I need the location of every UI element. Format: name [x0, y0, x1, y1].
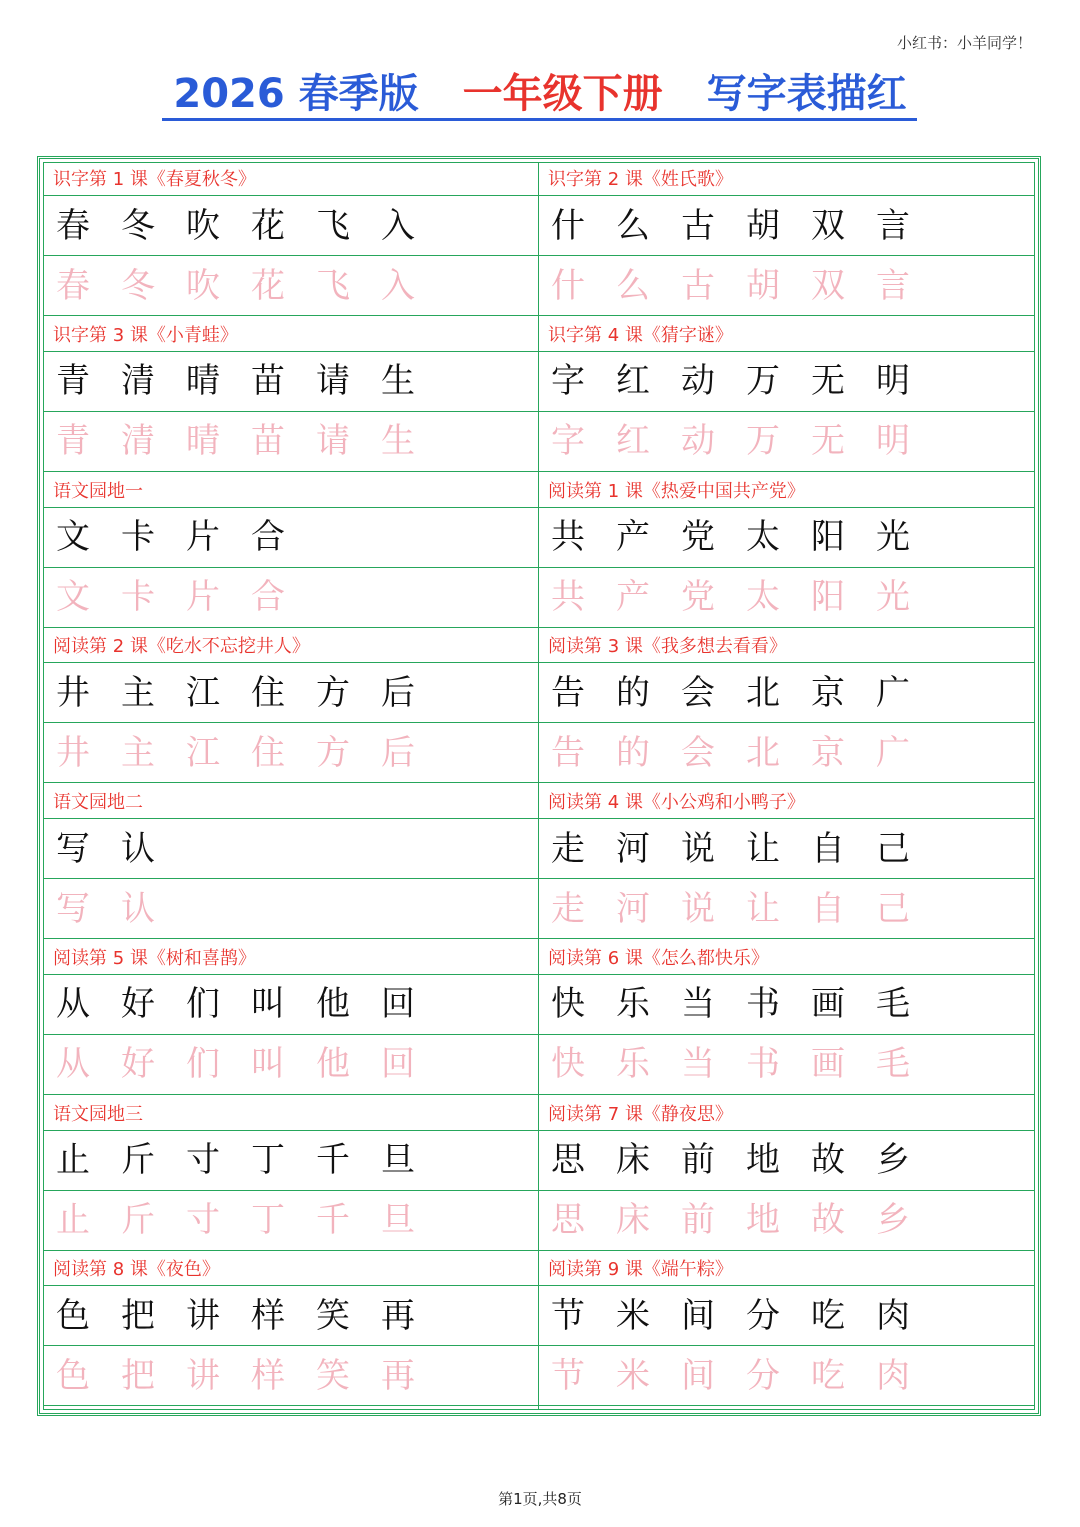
- tracing-character-row: [539, 1191, 1034, 1251]
- tracing-character: 古: [681, 265, 715, 306]
- model-character-row: [539, 352, 1034, 412]
- model-character: 己: [876, 828, 910, 869]
- tracing-character: 飞: [316, 265, 350, 306]
- tracing-character: 胡: [746, 265, 780, 306]
- model-character-row: [539, 819, 1034, 879]
- tracing-character-row: [539, 412, 1034, 472]
- model-character: 么: [616, 205, 650, 246]
- tracing-character: 他: [316, 1044, 350, 1085]
- model-character: 双: [811, 205, 845, 246]
- lesson-title: 阅读第 1 课《热爱中国共产党》: [539, 475, 1034, 508]
- model-character: 共: [551, 517, 585, 557]
- model-character: 毛: [876, 984, 910, 1025]
- lesson-title: 语文园地三: [44, 1098, 538, 1131]
- tracing-character: 的: [616, 732, 650, 773]
- tracing-character: 京: [811, 732, 845, 773]
- lesson-block: [539, 163, 1034, 319]
- tracing-character-row: [44, 256, 538, 316]
- model-character: 思: [551, 1140, 585, 1180]
- lesson-block: [44, 942, 539, 1098]
- tracing-character-row: [539, 568, 1034, 628]
- tracing-character: 无: [811, 421, 845, 462]
- model-character: 把: [121, 1295, 155, 1336]
- tracing-character: 春: [56, 265, 90, 306]
- tracing-character-row: [44, 412, 538, 472]
- model-character: 江: [186, 672, 220, 713]
- model-character: 光: [876, 517, 910, 557]
- tracing-character-row: [44, 879, 538, 939]
- model-character: 请: [316, 361, 350, 402]
- model-character-row: [44, 196, 538, 256]
- tracing-character: 晴: [186, 421, 220, 462]
- model-character: 写: [56, 828, 90, 869]
- model-character: 卡: [121, 517, 155, 557]
- lesson-title: 识字第 1 课《春夏秋冬》: [44, 163, 538, 196]
- model-character: 生: [381, 361, 415, 402]
- lesson-block: [44, 786, 539, 942]
- model-character: 春: [56, 205, 90, 246]
- tracing-character: 节: [551, 1355, 585, 1396]
- tracing-character-row: [539, 723, 1034, 783]
- tracing-character: 产: [616, 577, 650, 617]
- tracing-character: 北: [746, 732, 780, 773]
- model-character-row: [539, 196, 1034, 256]
- tracing-character: 千: [316, 1200, 350, 1240]
- lesson-block: [539, 319, 1034, 475]
- tracing-character: 会: [681, 732, 715, 773]
- tracing-character: 什: [551, 265, 585, 306]
- tracing-character-row: [539, 1035, 1034, 1095]
- tracing-character: 肉: [876, 1355, 910, 1396]
- lesson-title: 阅读第 4 课《小公鸡和小鸭子》: [539, 786, 1034, 819]
- lesson-block: [539, 475, 1034, 631]
- model-character: 色: [56, 1295, 90, 1336]
- watermark: 小红书：小羊同学！: [896, 34, 1032, 52]
- tracing-character: 住: [251, 732, 285, 773]
- model-character: 言: [876, 205, 910, 246]
- tracing-character: 们: [186, 1044, 220, 1085]
- lesson-title: 语文园地二: [44, 786, 538, 819]
- tracing-character: 毛: [876, 1044, 910, 1085]
- model-character: 讲: [186, 1295, 220, 1336]
- tracing-character: 动: [681, 421, 715, 462]
- model-character: 笑: [316, 1295, 350, 1336]
- lesson-block: [539, 1098, 1034, 1254]
- model-character-row: [44, 1286, 538, 1346]
- lesson-block: [44, 630, 539, 786]
- tracing-character: 清: [121, 421, 155, 462]
- model-character: 后: [381, 672, 415, 713]
- tracing-character-row: [44, 1035, 538, 1095]
- tracing-character: 让: [746, 888, 780, 929]
- lesson-block: [539, 942, 1034, 1098]
- tracing-character: 乡: [876, 1200, 910, 1240]
- tracing-character-row: [539, 879, 1034, 939]
- lesson-title: 阅读第 9 课《端午粽》: [539, 1253, 1034, 1286]
- tracing-character: 丁: [251, 1200, 285, 1240]
- tracing-character: 字: [551, 421, 585, 462]
- tracing-character: 党: [681, 577, 715, 617]
- model-character: 明: [876, 361, 910, 402]
- model-character: 叫: [251, 984, 285, 1025]
- model-character: 画: [811, 984, 845, 1025]
- tracing-character: 乐: [616, 1044, 650, 1085]
- model-character: 阳: [811, 517, 845, 557]
- model-character: 米: [616, 1295, 650, 1336]
- worksheet: [37, 156, 1041, 1416]
- model-character-row: [539, 975, 1034, 1035]
- lesson-block: [539, 786, 1034, 942]
- model-character-row: [44, 819, 538, 879]
- model-character: 节: [551, 1295, 585, 1336]
- tracing-character: 米: [616, 1355, 650, 1396]
- tracing-character-row: [44, 568, 538, 628]
- tracing-character: 样: [251, 1355, 285, 1396]
- model-character: 井: [56, 672, 90, 713]
- tracing-character: 明: [876, 421, 910, 462]
- tracing-character: 书: [746, 1044, 780, 1085]
- lesson-title: 识字第 4 课《猜字谜》: [539, 319, 1034, 352]
- model-character: 党: [681, 517, 715, 557]
- model-character: 地: [746, 1140, 780, 1180]
- tracing-character: 回: [381, 1044, 415, 1085]
- model-character-row: [44, 1131, 538, 1191]
- model-character: 会: [681, 672, 715, 713]
- tracing-character: 光: [876, 577, 910, 617]
- tracing-character: 从: [56, 1044, 90, 1085]
- tracing-character: 色: [56, 1355, 90, 1396]
- tracing-character: 青: [56, 421, 90, 462]
- model-character: 苗: [251, 361, 285, 402]
- model-character: 样: [251, 1295, 285, 1336]
- model-character-row: [44, 508, 538, 568]
- model-character: 告: [551, 672, 585, 713]
- model-character: 花: [251, 205, 285, 246]
- model-character: 青: [56, 361, 90, 402]
- model-character: 主: [121, 672, 155, 713]
- model-character-row: [44, 663, 538, 723]
- title-edition: 2026 春季版: [173, 71, 419, 117]
- tracing-character: 花: [251, 265, 285, 306]
- tracing-character: 思: [551, 1200, 585, 1240]
- model-character: 分: [746, 1295, 780, 1336]
- model-character: 让: [746, 828, 780, 869]
- tracing-character: 寸: [186, 1200, 220, 1240]
- model-character: 回: [381, 984, 415, 1025]
- lesson-block: [539, 1253, 1034, 1409]
- tracing-character: 井: [56, 732, 90, 773]
- model-character: 飞: [316, 205, 350, 246]
- model-character: 入: [381, 205, 415, 246]
- lesson-title: 阅读第 5 课《树和喜鹊》: [44, 942, 538, 975]
- model-character-row: [539, 663, 1034, 723]
- tracing-character: 么: [616, 265, 650, 306]
- tracing-character: 入: [381, 265, 415, 306]
- tracing-character-row: [539, 1346, 1034, 1406]
- model-character: 好: [121, 984, 155, 1025]
- tracing-character: 言: [876, 265, 910, 306]
- title-underline: [162, 118, 917, 121]
- tracing-character: 河: [616, 888, 650, 929]
- model-character: 乐: [616, 984, 650, 1025]
- tracing-character: 把: [121, 1355, 155, 1396]
- tracing-character: 间: [681, 1355, 715, 1396]
- model-character: 吃: [811, 1295, 845, 1336]
- model-character: 说: [681, 828, 715, 869]
- lesson-title: 阅读第 7 课《静夜思》: [539, 1098, 1034, 1131]
- lesson-block: [539, 630, 1034, 786]
- model-character: 晴: [186, 361, 220, 402]
- model-character: 文: [56, 517, 90, 557]
- tracing-character: 走: [551, 888, 585, 929]
- tracing-character: 生: [381, 421, 415, 462]
- tracing-character: 止: [56, 1200, 90, 1240]
- model-character: 肉: [876, 1295, 910, 1336]
- lesson-block: [44, 1098, 539, 1254]
- model-character: 自: [811, 828, 845, 869]
- tracing-character: 冬: [121, 265, 155, 306]
- model-character: 方: [316, 672, 350, 713]
- tracing-character: 共: [551, 577, 585, 617]
- model-character: 走: [551, 828, 585, 869]
- model-character: 万: [746, 361, 780, 402]
- model-character: 斤: [121, 1140, 155, 1180]
- lesson-title: 阅读第 8 课《夜色》: [44, 1253, 538, 1286]
- tracing-character: 片: [186, 577, 220, 617]
- tracing-character: 床: [616, 1200, 650, 1240]
- tracing-character: 斤: [121, 1200, 155, 1240]
- model-character: 当: [681, 984, 715, 1025]
- tracing-character: 主: [121, 732, 155, 773]
- model-character: 床: [616, 1140, 650, 1180]
- tracing-character: 故: [811, 1200, 845, 1240]
- tracing-character: 快: [551, 1044, 585, 1085]
- page-number: 第1页,共8页: [498, 1490, 582, 1508]
- model-character: 的: [616, 672, 650, 713]
- tracing-character: 方: [316, 732, 350, 773]
- model-character: 太: [746, 517, 780, 557]
- lesson-title: 识字第 2 课《姓氏歌》: [539, 163, 1034, 196]
- tracing-character: 当: [681, 1044, 715, 1085]
- model-character: 们: [186, 984, 220, 1025]
- model-character: 从: [56, 984, 90, 1025]
- tracing-character: 广: [876, 732, 910, 773]
- tracing-character: 太: [746, 577, 780, 617]
- tracing-character: 好: [121, 1044, 155, 1085]
- model-character: 再: [381, 1295, 415, 1336]
- tracing-character: 万: [746, 421, 780, 462]
- tracing-character: 再: [381, 1355, 415, 1396]
- lesson-block: [44, 319, 539, 475]
- tracing-character: 笑: [316, 1355, 350, 1396]
- model-character: 合: [251, 517, 285, 557]
- lesson-title: 阅读第 2 课《吃水不忘挖井人》: [44, 630, 538, 663]
- tracing-character: 己: [876, 888, 910, 929]
- tracing-character: 叫: [251, 1044, 285, 1085]
- tracing-character: 文: [56, 577, 90, 617]
- model-character: 胡: [746, 205, 780, 246]
- model-character: 吹: [186, 205, 220, 246]
- model-character: 间: [681, 1295, 715, 1336]
- lesson-title: 阅读第 3 课《我多想去看看》: [539, 630, 1034, 663]
- model-character-row: [539, 1286, 1034, 1346]
- tracing-character-row: [44, 723, 538, 783]
- worksheet-grid: [43, 162, 1035, 1410]
- model-character: 快: [551, 984, 585, 1025]
- tracing-character: 江: [186, 732, 220, 773]
- tracing-character: 吃: [811, 1355, 845, 1396]
- tracing-character: 写: [56, 888, 90, 929]
- model-character: 红: [616, 361, 650, 402]
- model-character: 字: [551, 361, 585, 402]
- tracing-character: 告: [551, 732, 585, 773]
- model-character: 什: [551, 205, 585, 246]
- model-character: 故: [811, 1140, 845, 1180]
- model-character: 书: [746, 984, 780, 1025]
- tracing-character-row: [539, 256, 1034, 316]
- model-character: 住: [251, 672, 285, 713]
- model-character: 寸: [186, 1140, 220, 1180]
- tracing-character: 地: [746, 1200, 780, 1240]
- tracing-character: 自: [811, 888, 845, 929]
- lesson-title: 识字第 3 课《小青蛙》: [44, 319, 538, 352]
- model-character: 他: [316, 984, 350, 1025]
- model-character: 河: [616, 828, 650, 869]
- tracing-character: 双: [811, 265, 845, 306]
- tracing-character: 旦: [381, 1200, 415, 1240]
- lesson-block: [44, 475, 539, 631]
- model-character: 北: [746, 672, 780, 713]
- lesson-block: [44, 1253, 539, 1409]
- tracing-character: 苗: [251, 421, 285, 462]
- tracing-character: 分: [746, 1355, 780, 1396]
- model-character: 古: [681, 205, 715, 246]
- model-character: 产: [616, 517, 650, 557]
- title-subject: 写字表描红: [706, 71, 907, 117]
- lesson-title: 语文园地一: [44, 475, 538, 508]
- model-character: 动: [681, 361, 715, 402]
- tracing-character: 吹: [186, 265, 220, 306]
- model-character: 广: [876, 672, 910, 713]
- tracing-character: 卡: [121, 577, 155, 617]
- model-character: 前: [681, 1140, 715, 1180]
- model-character: 旦: [381, 1140, 415, 1180]
- page-title: [0, 68, 1080, 120]
- tracing-character-row: [44, 1191, 538, 1251]
- tracing-character: 说: [681, 888, 715, 929]
- model-character: 清: [121, 361, 155, 402]
- model-character: 止: [56, 1140, 90, 1180]
- title-grade: 一年级下册: [462, 71, 663, 117]
- tracing-character: 请: [316, 421, 350, 462]
- model-character: 认: [121, 828, 155, 869]
- lesson-title: 阅读第 6 课《怎么都快乐》: [539, 942, 1034, 975]
- tracing-character: 阳: [811, 577, 845, 617]
- model-character: 片: [186, 517, 220, 557]
- model-character-row: [539, 1131, 1034, 1191]
- lesson-block: [44, 163, 539, 319]
- model-character: 千: [316, 1140, 350, 1180]
- model-character-row: [539, 508, 1034, 568]
- tracing-character: 讲: [186, 1355, 220, 1396]
- tracing-character-row: [44, 1346, 538, 1406]
- model-character: 丁: [251, 1140, 285, 1180]
- tracing-character: 认: [121, 888, 155, 929]
- tracing-character: 画: [811, 1044, 845, 1085]
- tracing-character: 后: [381, 732, 415, 773]
- model-character: 无: [811, 361, 845, 402]
- model-character: 乡: [876, 1140, 910, 1180]
- model-character: 冬: [121, 205, 155, 246]
- model-character-row: [44, 352, 538, 412]
- model-character-row: [44, 975, 538, 1035]
- model-character: 京: [811, 672, 845, 713]
- tracing-character: 合: [251, 577, 285, 617]
- tracing-character: 前: [681, 1200, 715, 1240]
- tracing-character: 红: [616, 421, 650, 462]
